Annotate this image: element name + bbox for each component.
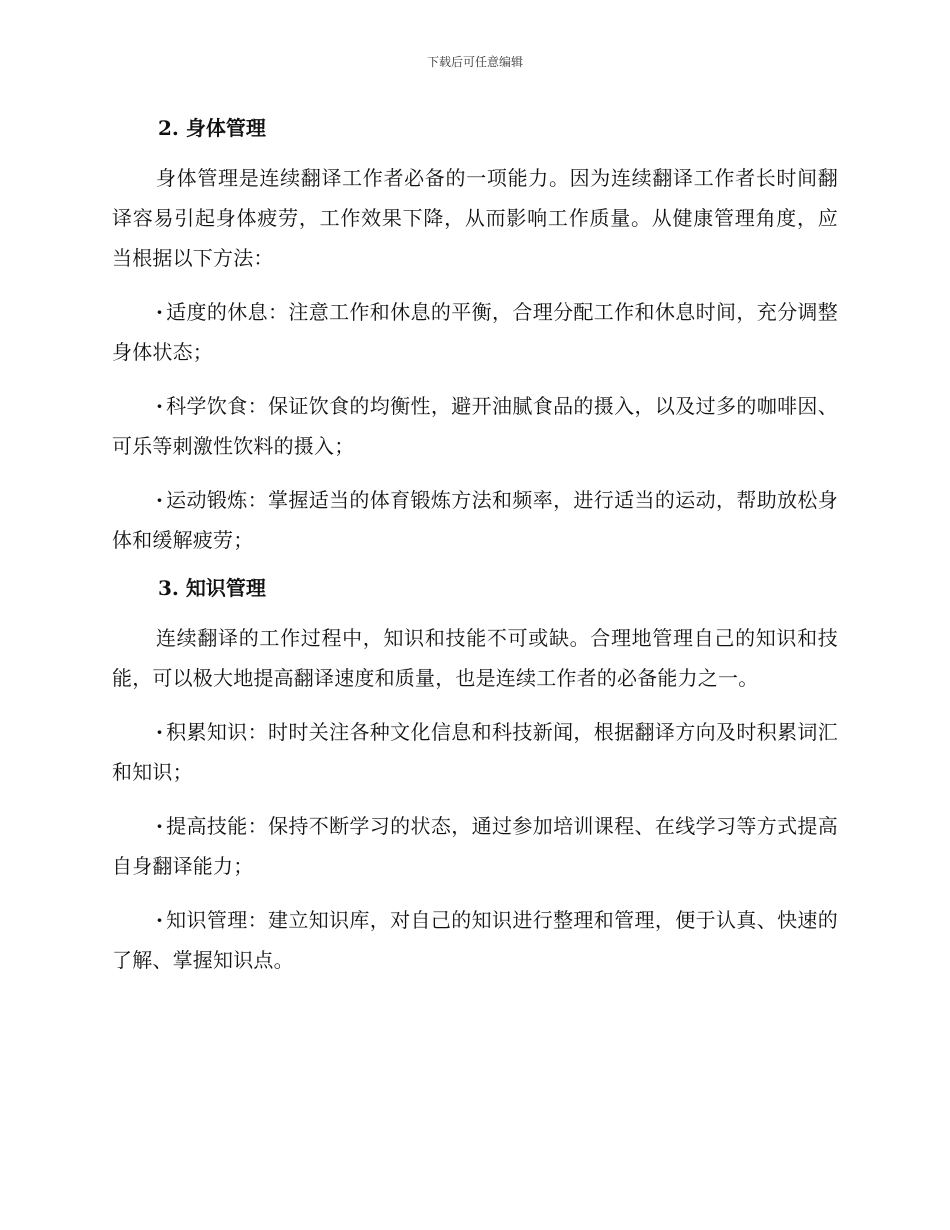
bullet-text: 适度的休息：注意工作和休息的平衡，合理分配工作和休息时间，充分调整身体状态； xyxy=(112,300,838,364)
body-management-intro: 身体管理是连续翻译工作者必备的一项能力。因为连续翻译工作者长时间翻译容易引起身体疲劳，工作效果下降，从而影响工作质量。从健康管理角度，应当根据以下方法： xyxy=(112,166,838,270)
bullet-icon: · xyxy=(156,720,164,744)
bullet-icon: · xyxy=(156,814,164,838)
bullet-icon: · xyxy=(156,488,164,512)
header-note: 下载后可任意编辑 xyxy=(426,55,523,69)
bullet-text: 运动锻炼：掌握适当的体育锻炼方法和频率，进行适当的运动，帮助放松身体和缓解疲劳； xyxy=(112,488,838,552)
body-management-bullet-rest xyxy=(112,292,838,372)
bullet-icon: · xyxy=(156,300,164,324)
document-body xyxy=(112,110,838,980)
knowledge-management-bullet-skills xyxy=(112,806,838,886)
knowledge-management-intro: 连续翻译的工作过程中，知识和技能不可或缺。合理地管理自己的知识和技能，可以极大地提高翻译速度和质量，也是连续工作者的必备能力之一。 xyxy=(112,626,838,690)
bullet-text: 科学饮食：保证饮食的均衡性，避开油腻食品的摄入，以及过多的咖啡因、可乐等刺激性饮料的摄入； xyxy=(112,394,838,458)
body-management-bullet-diet xyxy=(112,386,838,466)
knowledge-management-bullet-accumulate xyxy=(112,712,838,792)
bullet-text: 提高技能：保持不断学习的状态，通过参加培训课程、在线学习等方式提高自身翻译能力； xyxy=(112,814,838,878)
section-heading-body-management: 2. 身体管理 xyxy=(158,116,266,140)
bullet-icon: · xyxy=(156,908,164,932)
body-management-bullet-exercise xyxy=(112,480,838,560)
section-heading-knowledge-management: 3. 知识管理 xyxy=(158,576,266,600)
bullet-text: 知识管理：建立知识库，对自己的知识进行整理和管理，便于认真、快速的了解、掌握知识点。 xyxy=(112,908,838,972)
bullet-text: 积累知识：时时关注各种文化信息和科技新闻，根据翻译方向及时积累词汇和知识； xyxy=(112,720,838,784)
knowledge-management-bullet-organize xyxy=(112,900,838,980)
bullet-icon: · xyxy=(156,394,164,418)
